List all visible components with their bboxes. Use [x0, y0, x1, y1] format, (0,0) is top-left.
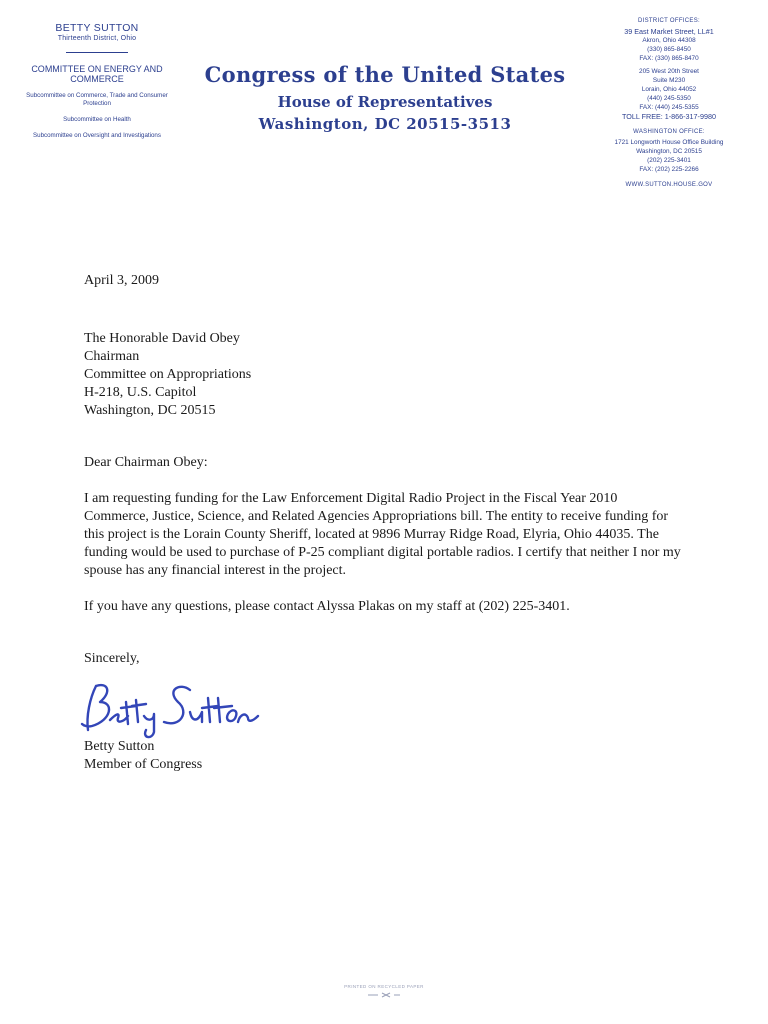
recycle-icon — [364, 991, 404, 999]
addressee-committee: Committee on Appropriations — [84, 367, 252, 382]
body-paragraph-request: I am requesting funding for the Law Enforcement Digital Radio Project in the Fiscal Year 2010 Commerce, Justice, Science, and Related Agencies Appropriations bill. The entity to receive funding for this project is the Lorain County Sheriff, located at 9896 Murray Ridge Road, Elyria, Ohio 44035. The funding would be used to purchase of P-25 compliant digital portable radios. I certify that neither I nor my spouse has any financial interest in the project. — [84, 491, 681, 578]
member-name: BETTY SUTTON — [55, 22, 139, 34]
recycled-paper-note: PRINTED ON RECYCLED PAPER — [344, 984, 424, 989]
subcommittee-health: Subcommittee on Health — [63, 116, 131, 123]
washington-address-title: Washington, DC 20515-3513 — [258, 115, 512, 133]
lorain-office-phone: (440) 245-5350 — [647, 95, 691, 102]
website-url: WWW.SUTTON.HOUSE.GOV — [625, 182, 713, 188]
lorain-office-city: Lorain, Ohio 44052 — [641, 86, 697, 93]
washington-office-fax: FAX: (202) 225-2266 — [639, 166, 699, 173]
washington-office-building: 1721 Longworth House Office Building — [614, 139, 724, 146]
district-offices-label: DISTRICT OFFICES: — [638, 18, 700, 24]
akron-office-fax: FAX: (330) 865-8470 — [639, 55, 699, 62]
addressee-name: The Honorable David Obey — [84, 331, 240, 346]
congress-title: Congress of the United States — [204, 62, 566, 87]
salutation: Dear Chairman Obey: — [84, 455, 208, 470]
committee-name: COMMITTEE ON ENERGY AND COMMERCE — [31, 64, 163, 84]
toll-free-number: TOLL FREE: 1-866-317-9980 — [622, 112, 716, 121]
signer-block — [84, 738, 202, 774]
subcommittee-oversight: Subcommittee on Oversight and Investigations — [33, 132, 161, 139]
member-district: Thirteenth District, Ohio — [57, 35, 137, 42]
addressee-title: Chairman — [84, 349, 140, 364]
lorain-office-fax: FAX: (440) 245-5355 — [639, 104, 699, 111]
addressee-office: H-218, U.S. Capitol — [84, 385, 197, 400]
akron-office-city: Akron, Ohio 44308 — [642, 37, 696, 44]
washington-office-label: WASHINGTON OFFICE: — [633, 129, 705, 135]
letterhead-title-block — [180, 62, 590, 133]
house-title: House of Representatives — [277, 93, 493, 111]
letterhead-right-column — [578, 18, 760, 191]
akron-office-street: 39 East Market Street, LL#1 — [624, 27, 714, 36]
handwritten-signature — [66, 676, 276, 740]
subcommittee-commerce: Subcommittee on Commerce, Trade and Consumer Protection — [26, 92, 168, 107]
akron-office-phone: (330) 865-8450 — [647, 46, 691, 53]
body-paragraph-contact: If you have any questions, please contact Alyssa Plakas on my staff at (202) 225-3401. — [84, 599, 570, 614]
washington-office-phone: (202) 225-3401 — [647, 157, 691, 164]
letterhead-divider — [66, 52, 128, 53]
subcommittee-list — [18, 92, 176, 140]
lorain-office-street: 205 West 20th Street — [639, 68, 699, 75]
addressee-block — [84, 330, 251, 420]
lorain-office-suite: Suite M230 — [652, 77, 686, 84]
addressee-city: Washington, DC 20515 — [84, 403, 216, 418]
letterhead-left-column — [18, 22, 176, 140]
washington-office-city: Washington, DC 20515 — [636, 148, 702, 155]
letter-date: April 3, 2009 — [84, 273, 160, 288]
closing: Sincerely, — [84, 651, 140, 666]
signer-title: Member of Congress — [84, 757, 203, 772]
footer — [0, 984, 768, 999]
signer-name: Betty Sutton — [84, 739, 155, 754]
